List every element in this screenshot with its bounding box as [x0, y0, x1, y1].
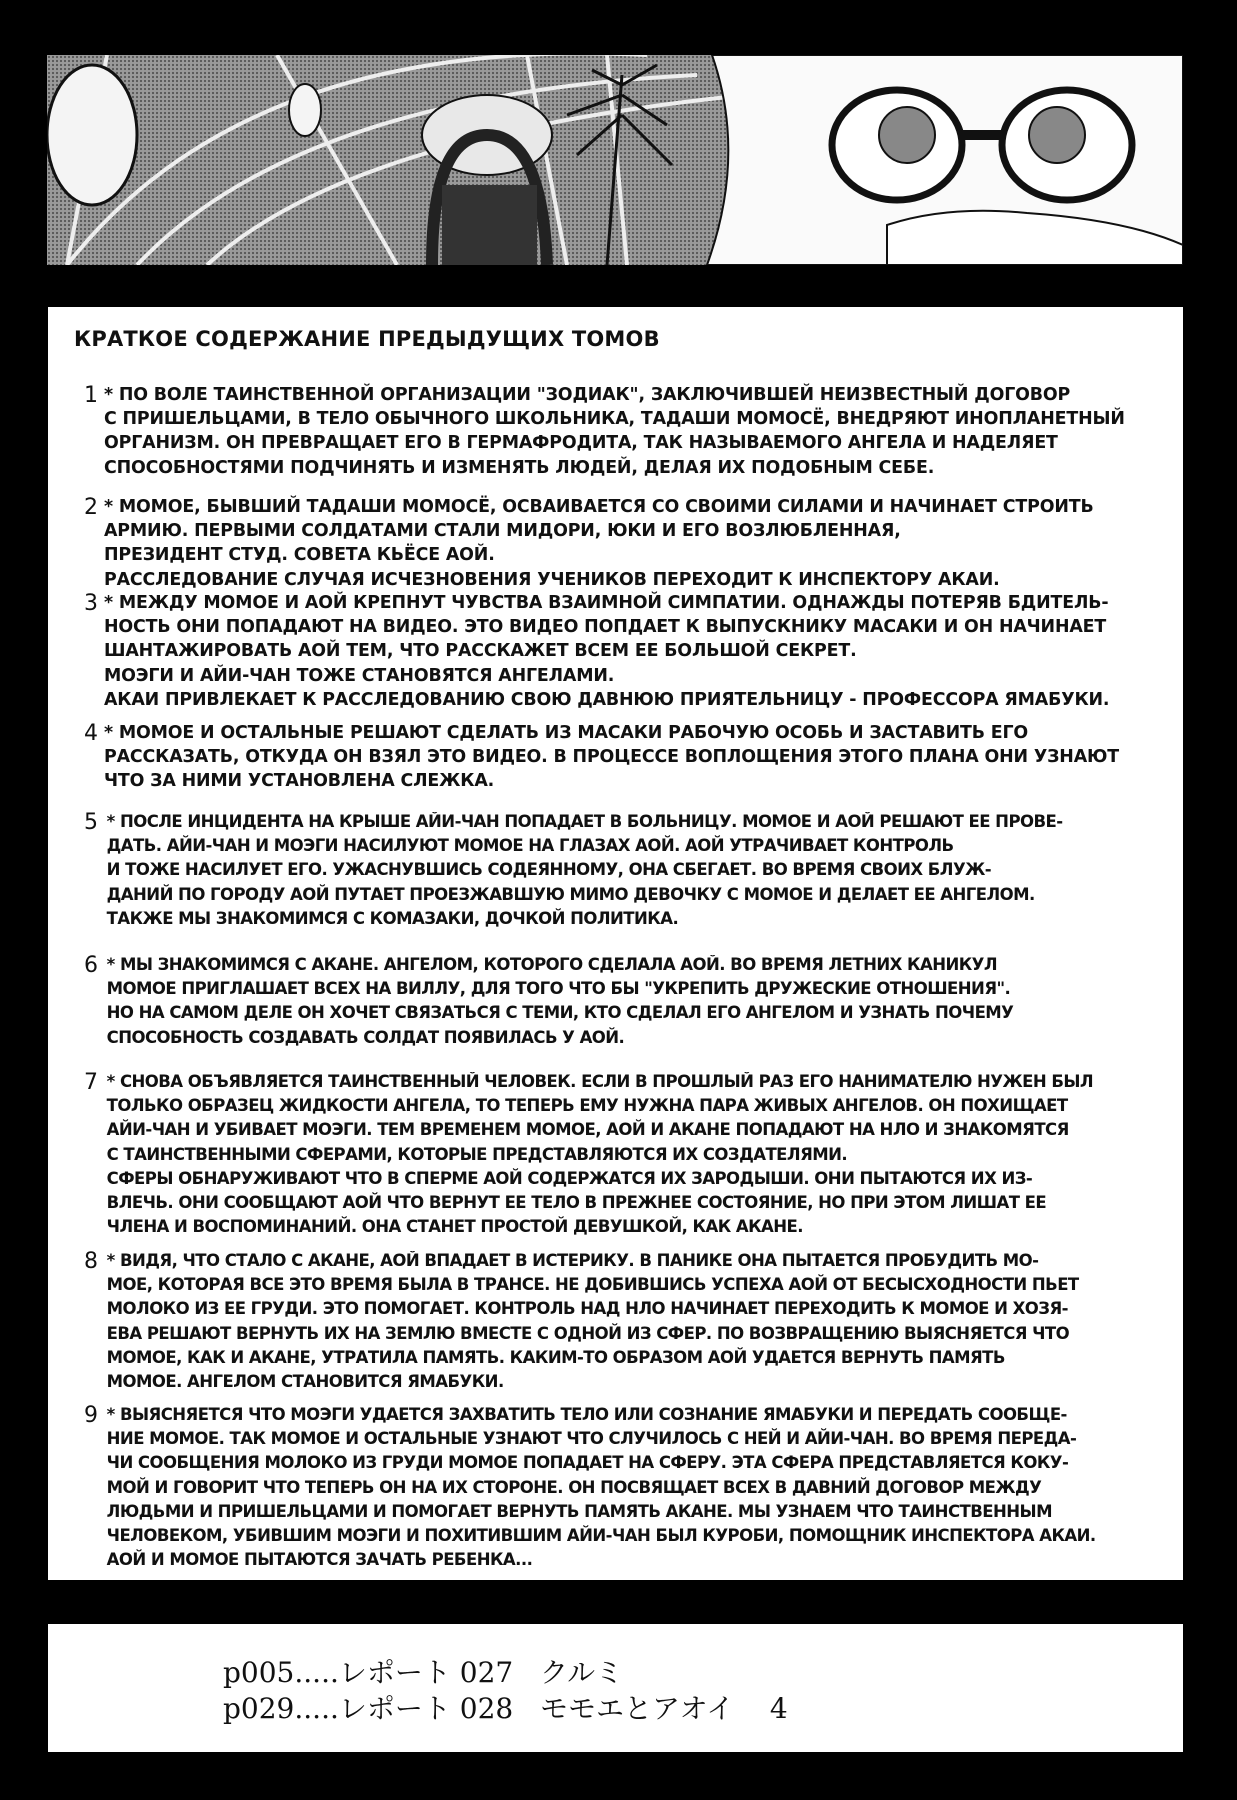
item-text: * СНОВА ОБЪЯВЛЯЕТСЯ ТАИНСТВЕННЫЙ ЧЕЛОВЕК. ЕСЛИ В ПРОШЛЫЙ РАЗ ЕГО НАНИМАТЕЛЮ НУЖЕН БЫЛ ТОЛЬКО ОБРАЗЕЦ ЖИДКОСТИ АНГЕЛА, ТО ТЕПЕРЬ ЕМУ НУЖНА ПАРА ЖИВЫХ АНГЕЛОВ. ОН ПОХИЩАЕТ АЙИ-ЧАН И УБИВАЕТ МОЭГИ. ТЕМ ВРЕМЕНЕМ МОМОЕ, АОЙ И АКАНЕ ПОПАДАЮТ НА НЛО И ЗНАКОМЯТСЯ С ТАИНСТВЕННЫМИ СФЕРАМИ, КОТОРЫЕ ПРЕДСТАВЛЯЮТСЯ ИХ СОЗДАТЕЛЯМИ. СФЕРЫ ОБНАРУЖИВАЮТ ЧТО В СПЕРМЕ АОЙ СОДЕРЖАТСЯ ИХ ЗАРОДЫШИ. ОНИ ПЫТАЮТСЯ ИХ ИЗ- ВЛЕЧЬ. ОНИ СООБЩАЮТ АОЙ ЧТО ВЕРНУТ ЕЕ ТЕЛО В ПРЕЖНЕЕ СОСТОЯНИЕ, НО ПРИ ЭТОМ ЛИШАТ ЕЕ ЧЛЕНА И ВОСПОМИНАНИЙ. ОНА СТАНЕТ ПРОСТОЙ ДЕВУШКОЙ, КАК АКАНЕ.	[106, 1072, 1094, 1237]
illustration-drawing	[47, 55, 1183, 265]
item-text: * МЫ ЗНАКОМИМСЯ С АКАНЕ. АНГЕЛОМ, КОТОРОГО СДЕЛАЛА АОЙ. ВО ВРЕМЯ ЛЕТНИХ КАНИКУЛ МОМОЕ ПРИГЛАШАЕТ ВСЕХ НА ВИЛЛУ, ДЛЯ ТОГО ЧТО БЫ "УКРЕПИТЬ ДРУЖЕСКИЕ ОТНОШЕНИЯ". НО НА САМОМ ДЕЛЕ ОН ХОЧЕТ СВЯЗАТЬСЯ С ТЕМИ, КТО СДЕЛАЛ ЕГО АНГЕЛОМ И УЗНАТЬ ПОЧЕМУ СПОСОБНОСТЬ СОЗДАВАТЬ СОЛДАТ ПОЯВИЛАСЬ У АОЙ.	[106, 955, 1014, 1047]
item-number: 1	[84, 383, 98, 408]
manga-illustration-panel	[47, 55, 1183, 265]
item-number: 2	[84, 495, 98, 520]
toc-label: レポート 027	[338, 1656, 514, 1689]
item-number: 9	[84, 1403, 98, 1428]
summary-item	[62, 810, 1165, 931]
toc-title: モモエとアオイ	[539, 1692, 735, 1725]
toc-page: p029	[223, 1692, 295, 1725]
toc-title: クルミ	[539, 1656, 624, 1689]
girl-with-glasses	[707, 55, 1183, 265]
item-number: 7	[84, 1070, 98, 1095]
item-number: 3	[84, 591, 98, 616]
toc-extra: 4	[769, 1692, 788, 1725]
sphere-small	[289, 84, 321, 136]
item-number: 4	[84, 721, 98, 746]
sphere-large	[47, 65, 137, 205]
summary-item	[62, 383, 1165, 480]
item-text: * ПОСЛЕ ИНЦИДЕНТА НА КРЫШЕ АЙИ-ЧАН ПОПАДАЕТ В БОЛЬНИЦУ. МОМОЕ И АОЙ РЕШАЮТ ЕЕ ПРОВЕ- ДАТЬ. АЙИ-ЧАН И МОЭГИ НАСИЛУЮТ МОМОЕ НА ГЛАЗАХ АОЙ. АОЙ УТРАЧИВАЕТ КОНТРОЛЬ И ТОЖЕ НАСИЛУЕТ ЕГО. УЖАСНУВШИСЬ СОДЕЯННОМУ, ОНА СБЕГАЕТ. ВО ВРЕМЯ СВОИХ БЛУЖ- ДАНИЙ ПО ГОРОДУ АОЙ ПУТАЕТ ПРОЕЗЖАВШУЮ МИМО ДЕВОЧКУ С МОМОЕ И ДЕЛАЕТ ЕЕ АНГЕЛОМ. ТАКЖЕ МЫ ЗНАКОМИМСЯ С КОМАЗАКИ, ДОЧКОЙ ПОЛИТИКА.	[106, 812, 1063, 928]
item-text: * ВЫЯСНЯЕТСЯ ЧТО МОЭГИ УДАЕТСЯ ЗАХВАТИТЬ ТЕЛО ИЛИ СОЗНАНИЕ ЯМАБУКИ И ПЕРЕДАТЬ СООБЩЕ- НИЕ МОМОЕ. ТАК МОМОЕ И ОСТАЛЬНЫЕ УЗНАЮТ ЧТО СЛУЧИЛОСЬ С НЕЙ И АЙИ-ЧАН. ВО ВРЕМЯ ПЕРЕДА- ЧИ СООБЩЕНИЯ МОЛОКО ИЗ ГРУДИ МОМОЕ ПОПАДАЕТ НА СФЕРУ. ЭТА СФЕРА ПРЕДСТАВЛЯЕТСЯ КОКУ- МОЙ И ГОВОРИТ ЧТО ТЕПЕРЬ ОН НА ИХ СТОРОНЕ. ОН ПОСВЯЩАЕТ ВСЕХ В ДАВНИЙ ДОГОВОР МЕЖДУ ЛЮДЬМИ И ПРИШЕЛЬЦАМИ И ПОМОГАЕТ ВЕРНУТЬ ПАМЯТЬ АКАНЕ. МЫ УЗНАЕМ ЧТО ТАИНСТВЕННЫМ ЧЕЛОВЕКОМ, УБИВШИМ МОЭГИ И ПОХИТИВШИМ АЙИ-ЧАН БЫЛ КУРОБИ, ПОМОЩНИК ИНСПЕКТОРА АКАИ. АОЙ И МОМОЕ ПЫТАЮТСЯ ЗАЧАТЬ РЕБЕНКА...	[106, 1405, 1096, 1570]
item-text: * ПО ВОЛЕ ТАИНСТВЕННОЙ ОРГАНИЗАЦИИ "ЗОДИАК", ЗАКЛЮЧИВШЕЙ НЕИЗВЕСТНЫЙ ДОГОВОР С ПРИШЕЛЬЦАМИ, В ТЕЛО ОБЫЧНОГО ШКОЛЬНИКА, ТАДАШИ МОМОСЁ, ВНЕДРЯЮТ ИНОПЛАНЕТНЫЙ ОРГАНИЗМ. ОН ПРЕВРАЩАЕТ ЕГО В ГЕРМАФРОДИТА, ТАК НАЗЫВАЕМОГО АНГЕЛА И НАДЕЛЯЕТ СПОСОБНОСТЯМИ ПОДЧИНЯТЬ И ИЗМЕНЯТЬ ЛЮДЕЙ, ДЕЛАЯ ИХ ПОДОБНЫМ СЕБЕ.	[104, 385, 1125, 478]
item-number: 6	[84, 953, 98, 978]
item-text: * МОМОЕ, БЫВШИЙ ТАДАШИ МОМОСЁ, ОСВАИВАЕТСЯ СО СВОИМИ СИЛАМИ И НАЧИНАЕТ СТРОИТЬ АРМИЮ. ПЕРВЫМИ СОЛДАТАМИ СТАЛИ МИДОРИ, ЮКИ И ЕГО ВОЗЛЮБЛЕННАЯ, ПРЕЗИДЕНТ СТУД. СОВЕТА КЬЁСЕ АОЙ. РАССЛЕДОВАНИЕ СЛУЧАЯ ИСЧЕЗНОВЕНИЯ УЧЕНИКОВ ПЕРЕХОДИТ К ИНСПЕКТОРУ АКАИ.	[104, 497, 1094, 590]
item-text: * ВИДЯ, ЧТО СТАЛО С АКАНЕ, АОЙ ВПАДАЕТ В ИСТЕРИКУ. В ПАНИКЕ ОНА ПЫТАЕТСЯ ПРОБУДИТЬ МО- МОЕ, КОТОРАЯ ВСЕ ЭТО ВРЕМЯ БЫЛА В ТРАНСЕ. НЕ ДОБИВШИСЬ УСПЕХА АОЙ ОТ БЕСЫСХОДНОСТИ ПЬЕТ МОЛОКО ИЗ ЕЕ ГРУДИ. ЭТО ПОМОГАЕТ. КОНТРОЛЬ НАД НЛО НАЧИНАЕТ ПЕРЕХОДИТЬ К МОМОЕ И ХОЗЯ- ЕВА РЕШАЮТ ВЕРНУТЬ ИХ НА ЗЕМЛЮ ВМЕСТЕ С ОДНОЙ ИЗ СФЕР. ПО ВОЗВРАЩЕНИЮ ВЫЯСНЯЕТСЯ ЧТО МОМОЕ, КАК И АКАНЕ, УТРАТИЛА ПАМЯТЬ. КАКИМ-ТО ОБРАЗОМ АОЙ УДАЕТСЯ ВЕРНУТЬ ПАМЯТЬ МОМОЕ. АНГЕЛОМ СТАНОВИТСЯ ЯМАБУКИ.	[106, 1251, 1079, 1392]
toc-dots: .....	[294, 1692, 339, 1725]
summary-item	[62, 1403, 1165, 1572]
item-number: 5	[84, 810, 98, 835]
table-of-contents	[48, 1624, 1183, 1752]
toc-entry	[223, 1687, 788, 1727]
summary-item	[62, 591, 1165, 712]
summary-panel	[48, 307, 1183, 1580]
summary-item	[62, 495, 1165, 592]
toc-label: レポート 028	[338, 1692, 514, 1725]
toc-entry	[223, 1651, 623, 1691]
summary-item	[62, 721, 1165, 794]
summary-item	[62, 1070, 1165, 1239]
summary-item	[62, 953, 1165, 1050]
toc-dots: .....	[294, 1656, 339, 1689]
toc-page: p005	[223, 1656, 295, 1689]
summary-item	[62, 1249, 1165, 1394]
summary-title: КРАТКОЕ СОДЕРЖАНИЕ ПРЕДЫДУЩИХ ТОМОВ	[74, 327, 660, 351]
item-number: 8	[84, 1249, 98, 1274]
item-text: * МОМОЕ И ОСТАЛЬНЫЕ РЕШАЮТ СДЕЛАТЬ ИЗ МАСАКИ РАБОЧУЮ ОСОБЬ И ЗАСТАВИТЬ ЕГО РАССКАЗАТЬ, ОТКУДА ОН ВЗЯЛ ЭТО ВИДЕО. В ПРОЦЕССЕ ВОПЛОЩЕНИЯ ЭТОГО ПЛАНА ОНИ УЗНАЮТ ЧТО ЗА НИМИ УСТАНОВЛЕНА СЛЕЖКА.	[104, 723, 1119, 792]
item-text: * МЕЖДУ МОМОЕ И АОЙ КРЕПНУТ ЧУВСТВА ВЗАИМНОЙ СИМПАТИИ. ОДНАЖДЫ ПОТЕРЯВ БДИТЕЛЬ- НОСТЬ ОНИ ПОПАДАЮТ НА ВИДЕО. ЭТО ВИДЕО ПОПДАЕТ К ВЫПУСКНИКУ МАСАКИ И ОН НАЧИНАЕТ ШАНТАЖИРОВАТЬ АОЙ ТЕМ, ЧТО РАССКАЖЕТ ВСЕМ ЕЕ БОЛЬШОЙ СЕКРЕТ. МОЭГИ И АЙИ-ЧАН ТОЖЕ СТАНОВЯТСЯ АНГЕЛАМИ. АКАИ ПРИВЛЕКАЕТ К РАССЛЕДОВАНИЮ СВОЮ ДАВНЮЮ ПРИЯТЕЛЬНИЦУ - ПРОФЕССОРА ЯМАБУКИ.	[104, 593, 1110, 710]
